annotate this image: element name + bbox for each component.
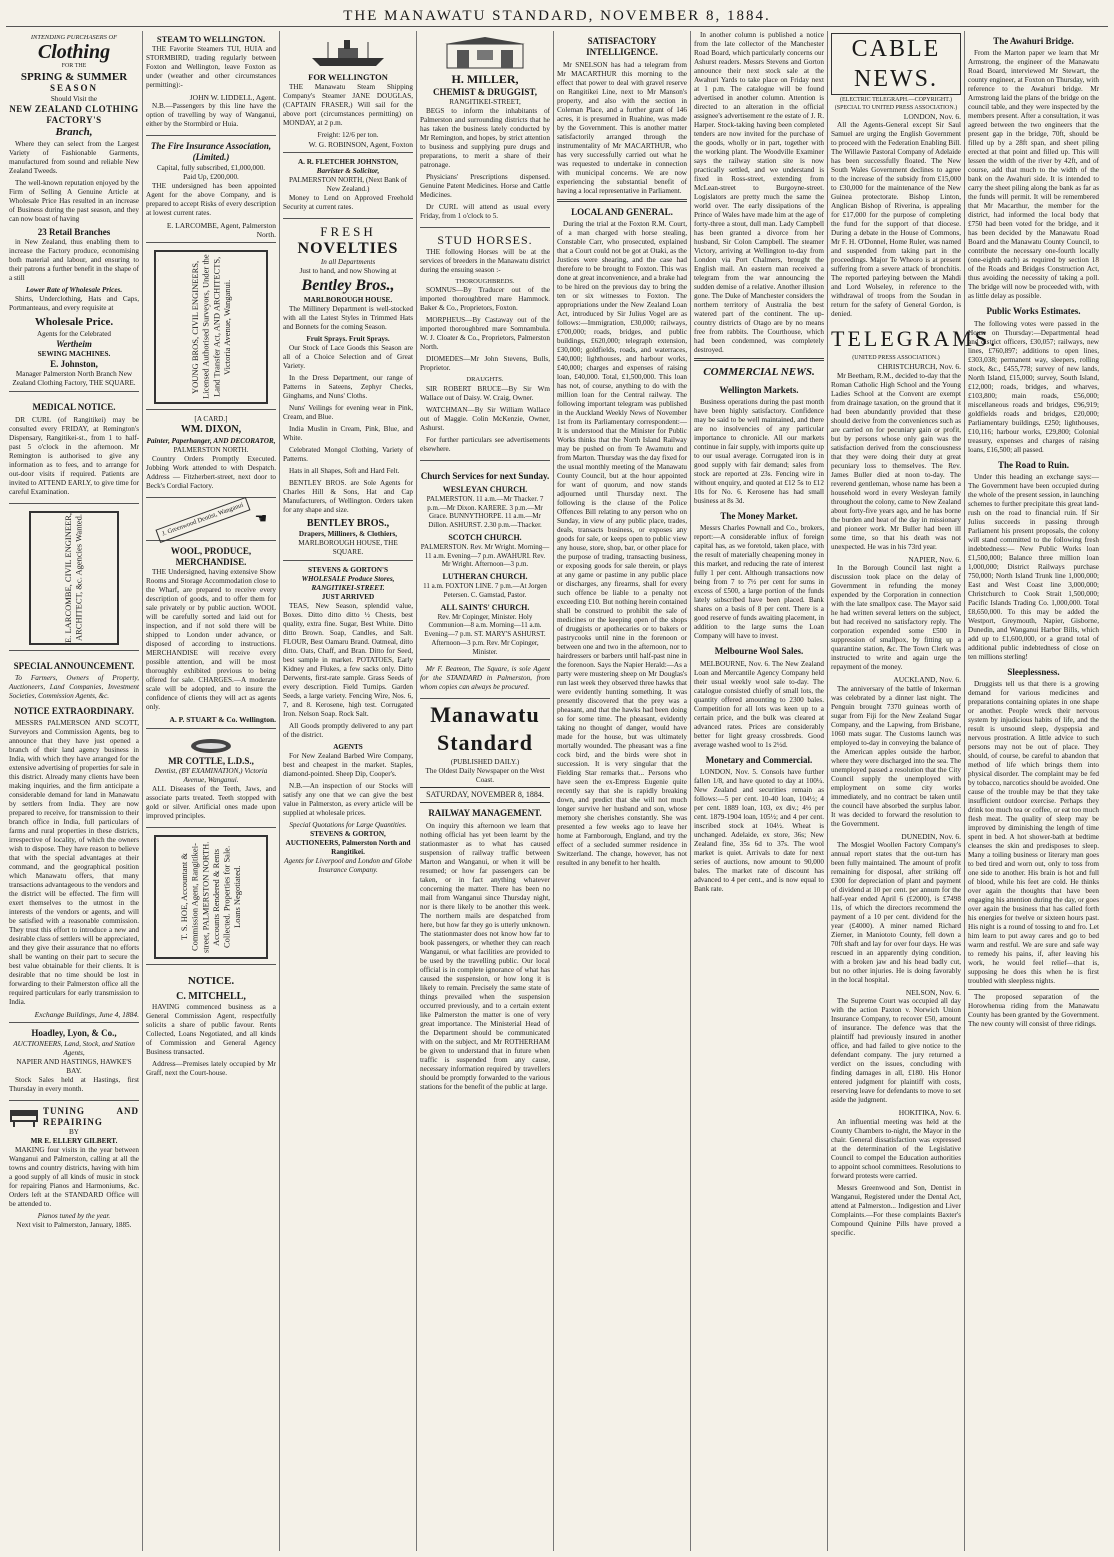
johnston-body: Money to Lend on Approved Freehold Security at current rates. xyxy=(283,194,413,211)
fruit-sprays: Fruit Sprays. Fruit Sprays. xyxy=(306,334,390,343)
railway-heading: RAILWAY MANAGEMENT. xyxy=(428,808,542,819)
column-2 xyxy=(143,31,280,1551)
millinery: The Millinery Department is well-stocked with all the Latest Styles in Trimmed Hats and Bonnets for the coming Season. xyxy=(283,304,413,331)
mitchell-address: Address—Premises lately occupied by Mr Graff, next the Court-house. xyxy=(146,1060,276,1078)
fresh-label: FRESH xyxy=(320,224,376,239)
medical-heading: MEDICAL NOTICE. xyxy=(32,402,116,413)
miller-curl: Dr CURL will attend as usual every Friday, from 1 o'clock to 5. xyxy=(420,203,550,221)
tuning-body: MAKING four visits in the year between Wanganui and Palmerston, calling at all the towns and country districts, having with him a good supply of all kinds of music in stock for repairing Pianos and Harmoniums, &c. Orders left at the STANDARD Office will be attended to. xyxy=(9,1146,139,1209)
stud-heading: STUD HORSES. xyxy=(437,233,533,248)
napier-body: In the Borough Council last night a discussion took place on the delay of Government in refunding the money expended by the Corporation in connection with the late smallpox case. The Mayor said he had written several letters on the subject, but had received no satisfactory reply. The corporation expended some £500 in suppression of smallpox, by fitting up a quarantine station, &c. The Town Clerk was instructed to write and again urge the repayment of the money. xyxy=(831,564,961,672)
cottle-sub: Dentist, (BY EXAMINATION,) Victoria Avenue, Wanganui. xyxy=(154,766,268,784)
ad-branches: 23 Retail Branches xyxy=(37,226,111,237)
ad-wertheim: Wertheim xyxy=(56,338,92,349)
fw-agent: W. G. ROBINSON, Agent, Foxton xyxy=(308,139,413,149)
bentley-agents: BENTLEY BROS. are Sole Agents for Charles Hill & Sons, Hat and Cap Manufacturers, of Wellington. Orders taken for any shape and size. xyxy=(283,478,413,514)
special-announcement xyxy=(9,653,139,1024)
telegrams-sub: (UNITED PRESS ASSOCIATION.) xyxy=(852,354,940,361)
scotch-body: PALMERSTON. Rev. Mr Wright. Morning—11 a.m. Evening—7 p.m. AWAHURI. Rev. Mr Wright. Afternoon—3 p.m. xyxy=(420,542,550,569)
melbourne-wool-body: MELBOURNE, Nov. 6. The New Zealand Loan and Mercantile Agency Company held their usual weekly wool sale to-day. The catalogue consisted chiefly of small lots, the quantity offered amounting to 2300 bales. Competition for all lots was keen up to a certain price, and the bulk was cleared at advanced rates. Prices are considerably better for light greasy crossbreds. Good average washed wool to 1s 2½d. xyxy=(694,659,824,749)
agents-label: AGENTS xyxy=(333,743,363,752)
steam-ad xyxy=(146,31,276,136)
columns xyxy=(6,31,1108,1551)
thoroughbreds-label: THOROUGHBREDS. xyxy=(455,278,515,286)
hoadley-ad xyxy=(9,1025,139,1100)
standard-masthead xyxy=(420,701,550,803)
special-body: To Farmers, Owners of Property, Auctioneers, Land Companies, Investment Societies, Commission Agents, &c. xyxy=(9,673,139,700)
wellington-markets-heading: Wellington Markets. xyxy=(719,384,799,395)
muslin: India Muslin in Cream, Pink, Blue, and White. xyxy=(283,424,413,442)
wesleyan-body: PALMERSTON. 11 a.m.—Mr Thacker. 7 p.m.—Mr Dixon. KARERE. 3 p.m.—Mr Grace. BUNNYTHORPE. 11 a.m.—Mr Dillon. ASHURST. 2.30 p.m.—Thacker. xyxy=(426,494,544,529)
sir-robert: SIR ROBERT BRUCE—By Sir Wm Wallace out of Daisy. W. Craig, Owner. xyxy=(420,384,550,402)
standard-published: (PUBLISHED DAILY.) xyxy=(450,758,520,767)
stud-body: THE following Horses will be at the services of breeders in the Manawatu district during the ensuing season :- xyxy=(420,248,550,275)
dunedin-body: The Mosgiel Woollen Factory Company's annual report states that the out-turn has been fully maintained. The amount of profit remaining for disposal, after striking off £300 for depreciation of plant and payment of dividend at 10 per cent. per annum for the half-year ended April 6 (£2000), is £7498 11s, of which the directors recommend the payment of a 10 per cent. dividend for the year (£4000). A miner named Richard Zierner, in Maniototo County, fell down a 70ft shaft and lay for over four days. He was rescued in an apparently dying condition, with a broken jaw and his head badly cut, but no other injuries. He is doing favorably in the local hospital. xyxy=(831,840,961,984)
money-market-body: Messrs Charles Pownall and Co., brokers, report:—A considerable influx of foreign capital has, as we foretold, taken place, with the result of materially cheapening money in this market, and reducing the rate of interest fully 1 per cent. Although transactions now being from 7 to 7½ per cent for sums in excess of £500, a large portion of the funds lately subscribed have been placed. Bank shares on a basis of 8 per cent. There is a good reserve of funds awaiting placement, in addition to the large sums the Loan Company will have to invest. xyxy=(694,524,824,641)
lutheran-heading: LUTHERAN CHURCH. xyxy=(442,572,528,581)
church-heading: Church Services for next Sunday. xyxy=(420,470,550,481)
stevens-list: TEAS, New Season, splendid value, Boxes. Ditto ditto ditto ½ Chests, best quality, extra fine. Sugar, Best White. Ditto ditto Brown. Soap, Candles, and Salt. FLOUR, Best Oamaru Brand. Oatmeal, ditto ditto. Oats, Chaff, and Bran. Ditto for Seed, best sample in market. POTATOES, Early Kidney and Flukes, a few sacks only. Ditto Derwents, first-rate sample. Grass Seeds of every description. Field Turnips. Garden Seeds, a large variety. Fencing Wire, Nos. 6, 7, and 8. Kerosene, high test. Corrugated Iron. Nelson Soap. Rock Salt. xyxy=(283,602,413,719)
veilings: Nuns' Veilings for evening wear in Pink, Cream, and Blue. xyxy=(283,403,413,421)
larcombe-card xyxy=(9,506,139,651)
bentley-ad xyxy=(283,221,413,561)
telegrams-heading: TELEGRAMS. xyxy=(831,326,999,352)
young-bros-text: YOUNG BROS, CIVIL ENGINEERS, Licensed Authorised Surveyors, Under the Land Transfer Act, AND ARCHITECTS, Victoria Avenue, Wanganui. xyxy=(189,254,232,400)
tuning-next: Next visit to Palmerston, January, 1885. xyxy=(16,1221,132,1230)
greenwood-label: J. Greenwood Dentist, Wanganui xyxy=(155,497,250,543)
railway-body: On inquiry this afternoon we learn that nothing official has yet been learnt by the stationmaster as to what has caused suspension of railway traffic between Marton and Wanganui, or when it will be resumed; or how far passengers can be taken, or in fact anything whatever concerning the matter. There has been no mail from Wanganui since Thursday night, nor is there likely to be another this week. The northern mails are despatched from here, but how far they go is utterly unknown. The stationmaster does not know how far to book passengers, or whether they can reach Wanganui, or what facilities are provided to be used by the travelling public. Our local official is in complete ignorance of what has caused the suspension, or how long it is likely to remain. Precisely the same state of things prevailed when the suspension occurred previously, and to a certain extent like Palmerston the matter is one of very great importance. The Ministerial Head of the Department should be communicated with on the subject, and Mr ROTHERHAM be given to understand that in future when traffic is suspended from any cause, necessary information required by travellers should be promptly forwarded to the various stations for the benefit of the public at large. xyxy=(420,821,550,1091)
stevens-ad xyxy=(283,563,413,878)
bentley-name-2: BENTLEY BROS., xyxy=(306,517,390,529)
hokitika-dateline: HOKITIKA, Nov. 6. xyxy=(898,1108,961,1118)
hats: Hats in all Shapes, Soft and Hard Felt. xyxy=(289,466,400,475)
wellington-markets-body: Business operations during the past month have been highly satisfactory. Confidence may be said to be well maintained, and there are no insolvencies of any particular importance to chronicle. All our markets continue in fair supply, with imports quite up to our usual average. Corrugated iron is in good supply with fair demand; sales from stock are reported at 23s. Fencing wire in without enquiry, and quoted at £12 5s to £12 10s for No. 6. Kerosene has had small business at 8s 3d. xyxy=(694,398,824,505)
monetary-body: LONDON, Nov. 5. Consols have further fallen 1/8, and have quoted to day at 100¼. New Zealand and securities remain as follows:—5 per cent. 10-40 loan, 104½; 4 per cent. 1889 loan, 103, ex div.; 4½ per cent. 1879-1904 loan, 105½; and 4 per cent. inscribed stock at 104½. Wheat is unchanged. Adelaide, ex store, 36s; New Zealand fine, 35s 6d to 37s. The wool market is quiet. Arrivals to date for next series of auctions, now amount to 90,000 bales. The market rate of discount has advanced to 4 per cent., and is now equal to Bank rate. xyxy=(694,767,824,893)
fire-capital: Capital, fully subscribed, £1,000,000. xyxy=(156,163,266,172)
commercial-heading: COMMERCIAL NEWS. xyxy=(703,366,815,378)
wool-signature: A. P. STUART & Co. Wellington. xyxy=(169,715,276,725)
tuning-by: BY xyxy=(69,1128,79,1137)
ad-visit: Should Visit the xyxy=(50,94,98,103)
hoadley-body: Stock Sales held at Hastings, first Thursday in every month. xyxy=(9,1075,139,1093)
tuning-tuned: Pianos tuned by the year. xyxy=(37,1212,111,1221)
cottle-ad xyxy=(146,731,276,828)
allsaints-body: Rev. Mr Copinger, Minister. Holy Communion—8 a.m. Morning—11 a.m. Evening—7 p.m. ST. MARY'S ASHURST. Afternoon—3 p.m. Rev. Mr Copinger, Minister. xyxy=(424,612,546,656)
satisfactory-article xyxy=(557,36,687,196)
steam-nb: N.B.—Passengers by this line have the option of travelling by way of Wanganui, either by the Stormbird or Huia. xyxy=(146,102,276,128)
notice-body: MESSRS PALMERSON AND SCOTT, Surveyors and Commission Agents, beg to announce that they have just opened a branch of their land agency business in India, with which they have arranged for the extensive advertising of properties for sale in this district. Already many clients have been making inquiries, and the firm anticipate a considerable demand for land in Manawatu by settlers from India. They are now prepared to receive, for transmission to their branch office in India, full particulars of farms and rural properties in these districts, irrespective of locality, of which the owners wish to dispose. They have reason to believe that with the special advantages at their command, and the geographical position which Manawatu offers, that many transactions advantageous to the vendors and the district will be effected. The firm will exert themselves to the utmost in the interests of the vendors or agents, and will be satisfied with a reasonable commission. They trust this effort to introduce a new and desirable class of settlers will be appreciated, and they give their assurance that no efforts shall be wanting on their part to secure the best value obtainable for their clients. It is desirable that no time should be lost in forwarding to their Palmerston office all the required particulars for early transmission to India. xyxy=(9,719,139,1007)
money-market-heading: The Money Market. xyxy=(720,511,798,521)
miller-street: RANGITIKEI-STREET, xyxy=(449,98,521,107)
sleeplessness-body: Druggists tell us that there is a growing demand for various medicines and preparations containing opiates in one shape or another. People wreck their nervous system by injudicious habits of life, and the result is unsound sleep, dyspepsia and nervous prostration. A little advice to such persons may not be out of place. They should, of course, be careful to abandon that method of life which brings them into physical disorder. The complaint may be fed by tobacco, narcotics should be avoided. One cause of the trouble may be that they take insufficient outdoor exercise. Perhaps they drink too much tea or coffee, or eat too much flesh meat. The quality of sleep may be improved by diminishing the length of time spent in bed. A hot shower-bath at bedtime cleanses the skin and predisposes to sleep. Many a toiling business or literary man goes to bed tired and worn out, only to toss from one side to another. His brain is hot and full of blood, while his feet are cold. He thinks over again the thoughts that have been engaging his attention during the day, or goes over again the business that has called forth his energies for twelve or sixteen hours past. His night is a round of tossing to and fro. Let him learn to put away cares and go to bed warm and restful. We are sure and safe way to remedy his pains, if, after leaving his work, he would feel relief—that is, supposing he does this when he is first troubled with sleepless nights. xyxy=(968,680,1099,985)
local-body: During the trial at the Foxton R.M. Court, of a man charged with horse stealing, Constable Carr, who prosecuted, explained that a Court could not be got at Otaki, as the Justices were shearing, and the case had therefore to be brought to Foxton. This was done at great inconvenience, and a brake had to be hired on the previous day to bring the ten or six witnesses to Foxton. The appropriations under the New Zealand Loan Act, introduced by Sir Julius Vogel are as follows:—Immigration, £30,000; railways, £700,000; roads, bridges, and public buildings, £620,000; telegraph extension, £30,000; goldfields, roads, and waterraces, £40,000; lighthouses, and harbour works, £40,000; charges and expenses of raising loan, £40,000. Total, £1,500,000. This loan has not, of course, anything to do with the million loan for the Central railway. The following important telegram was published in the Auckland Weekly News of November 1st from its Parliamentary correspondent:—It is understood that the Minister for Public Works thinks that the North Island Railway may be pushed on from Te Awamutu and from Marton. Thursday was the day fixed for the usual monthly meeting of the Manawatu County Council, but at the hour appointed for want of quorum, and now stands adjourned until Thursday next. The following is the clause of the Police Offences Bill relating to any person who on Sunday, in view of any public place, trades, deals, transacts business, or exposes any goods for sale, or keeps open to public view any house, store, shop, bar, or other place for the purpose of trading, transacting business, or exposing goods for sale therein, or plays at any game or pastime in any public place or discharges, any firearms, shall for every such offence be liable to a penalty not exceeding £10. But nothing herein contained shall be construed to prohibit the sale of medicines or the keeping open of the shops of druggists or apothecaries or to bakers or pastrycooks until nine in the forenoon or between one and two in the afternoon, nor to hairdressers or barbers until half-past nine in the forenoon. Says the Napier Herald:—As a party were mustering sheep on Mr Douglas's run last week they observed three hawks that were evidently hunting something. It was presently discovered that the prey was a pheasant, and that the hawks had been doing so for some time. The pheasant, evidently taking no thought of danger, would have made for the house, but was ultimately mortally wounded. The pheasant was a fine cock bird, and the birds were shot in succession. It is very singular that the Fielding Star remarks that... Persons who have seen the ex-Empress Eugenie quite recently say that she is rapidly breaking down, and predict that she will not much longer survive her husband and son, whose memory she cherishes constantly. She was presented a few weeks ago to leave her home at Farnborough, England, and try the effect of a secluded summer residence in Switzerland. The change, however, has not resulted in any benefit to her health. xyxy=(557,219,688,867)
all-departments: In all Departments xyxy=(320,257,376,266)
hoadley-heading: Hoadley, Lyon, & Co., xyxy=(31,1028,117,1039)
shoe-text: T. S. HOE, Accountant & Commission Agent, Rangitikei-street, PALMERSTON NORTH. Accounts Rendered & Rents Collected. Properties for Sale. Loans Negotiated. xyxy=(179,841,243,953)
lead-body: In another column is published a notice from the late collector of the Manchester Road Board, which particularly concerns our Ashurst readers. Messrs Stevens and Gorton announce their next stock sale at the Awahuri Yards to take place on Friday next at 1 p.m. The catalogue will be found advertised in another column. Attention is directed to an alteration in the official assignee's advertisement re the estate of J. R. Harper. Stock-taking having been completed tenders are now invited for the purchase of the goods, wholly or in part, together with the working plant. The Woodville Examiner says the railway station site is now practically settled, and we understand is fixed in Ross-street, extending from McLean-street to Burgoyne-street. Logislators are pretty much the same the world over. The early dissipations of the Prince of Wales have made him at the age of forty-three a stout, dull man. Lady Campbell has been granted a divorce from her husband, Sir Colon Campbell. The steamer Victory, arriving at Wellington to-day from London via Port Chalmers, brought the English mail. An eastern man received a telegram from the war announcing the sudden demise of a relative. Another illusion gone. The Duke of Manchester considers the northern territory of Australia the best watered part of the continent. The up-country districts of Otago are by no means free from rabbits. The Courthouse, which had been condemned, was completely destroyed. xyxy=(694,31,824,354)
standard-oldest: The Oldest Daily Newspaper on the West Coast. xyxy=(425,767,545,785)
beamon-text: Mr F. Beamon, The Square, is sole Agent for the STANDARD in Palmerston, from whom copies can always be procured. xyxy=(420,665,550,692)
wool-heading: WOOL, PRODUCE, MERCHANDISE. xyxy=(170,545,252,567)
draughts-label: DRAUGHTS. xyxy=(466,376,504,384)
ad-wholesale: Wholesale Price. xyxy=(34,316,114,329)
just-to-hand: Just to hand, and now Showing at xyxy=(299,266,397,275)
stevens-sub: WHOLESALE Produce Stores, RANGITIKEI-STREET. xyxy=(301,575,395,593)
larcombe-text: E. LARCOMBE, CIVIL ENGINEER, ARCHITECT, &c. Agencies Wanted. xyxy=(63,512,84,643)
johnston-heading: A. R. FLETCHER JOHNSTON, xyxy=(297,158,399,166)
diomedes: DIOMEDES—Mr John Stevens, Bulls, Proprietor. xyxy=(420,355,550,373)
for-wellington-ad xyxy=(283,31,413,153)
column-7 xyxy=(828,31,999,1551)
drapers: Drapers, Milliners, & Clothiers, xyxy=(298,530,398,539)
wedgwood: Celebrated Mongol Clothing, Variety of Patterns. xyxy=(283,445,413,463)
column-6 xyxy=(691,31,828,1551)
cottle-heading: MR COTTLE, L.D.S., xyxy=(168,755,254,766)
fire-insurance-ad xyxy=(146,138,276,243)
satisfactory-body: Mr SNELSON has had a telegram from Mr MACARTHUR this morning to the effect that power to deal with gravel reserve on Rangitikei Line, next to Mr Manson's property, and also with the section in Coleman Place, and a further grant of 146 acres, it is presumed in Ruahine, was made by the Government. This is another matter satisfactorily arranged through the instrumentality of Mr MACARTHUR, who has very successfully carried out what he was requested to undertake in connection with municipal concerns. We are now experiencing the substantial benefit of having a local representative in Parliament. xyxy=(557,60,687,195)
wool-body: THE Undersigned, having extensive Show Rooms and Storage Accommodation close to the Wharf, are prepared to receive every description of goods, and to offer them for sale privately or by public auction. WOOL will be carefully sorted and laid out for inspection, and if not sold there will be shipped to London under advance, or disposed of according to instructions. MERCHANDISE will receive every possible attention, and will be most thoroughly exhibited previous to being offered for sale. CHARGES.—A moderate scale will be adopted, and to insure the confidence of clients they will act as agents only. xyxy=(146,568,276,712)
column-1 xyxy=(6,31,143,1551)
medical-body: DR CURL (of Rangitikei) may be consulted every FRIDAY, at Remington's Dispensary, Rangitikei-st., from 1 to half-past 5 o'clock in the afternoon. Mr Remington is authorised to give any information as to fees, and to arrange for out-door visits if required. Patients are invited to ATTEND EARLY, to give time for careful Examination. xyxy=(9,415,139,496)
fw-body: THE Manawatu Steam Shipping Company's Steamer JANE DOUGLAS, (CAPTAIN FRASER,) Will sail for the above port (circumstances permitting) on MONDAY, at 2 p.m. xyxy=(283,82,413,127)
dixon-body: Country Orders Promptly Executed. Jobbing Work attended to with Despatch. Address — Fitzherbert-street, next door to Beck's Cordial Factory. xyxy=(146,454,276,490)
greenwood-notice: Messrs Greenwood and Son, Dentist in Wanganui, Registered under the Dental Act, attend at Palmerston... Indigestion and Liver Complaints.—For these complaints Baxter's Compound Quinine Pills have proved a specific. xyxy=(831,1183,961,1237)
scotch-heading: SCOTCH CHURCH. xyxy=(448,532,522,542)
hokitika-body: An influential meeting was held at the County Chambers to-night, the Mayor in the chair. General dissatisfaction was expressed at the determination of the Legislative Council to compel the Education authorities to appoint school committees. Resolutions to forward protests were carried. xyxy=(831,1117,961,1180)
just-arrived: JUST ARRIVED xyxy=(321,593,375,602)
young-bros-box xyxy=(154,250,268,404)
lace: Our Stock of Lace Goods this Season are all of a Choice Selection and of Great Variety. xyxy=(283,343,413,370)
miller-body2: Physicians' Prescriptions dispensed. Genuine Patent Medicines. Horse and Cattle Medicines. xyxy=(420,173,550,200)
marlborough-2: MARLBOROUGH HOUSE, THE SQUARE. xyxy=(298,539,398,557)
steam-body: THE Favorite Steamers TUI, HUIA and STORMBIRD, trading regularly between Foxton and Wellington, leave Foxton as under (weather and other circumstances permitting):- xyxy=(146,44,276,89)
column-3 xyxy=(280,31,417,1551)
dixon-heading: WM. DIXON, xyxy=(180,424,242,436)
railway-article xyxy=(420,808,550,1091)
steamship-icon xyxy=(308,38,388,68)
ad-lower: Lower Rate of Wholesale Prices. xyxy=(25,286,123,295)
miller-body: BEGS to inform the inhabitants of Palmerston and surrounding districts that he has taken the business lately conducted by Mr Remington, and hopes, by strict attention to business and supplying pure drugs and preparations, to merit a share of their patronage. xyxy=(420,107,550,170)
monetary-heading: Monetary and Commercial. xyxy=(705,754,813,765)
cable-body: All the Agents-General except Sir Saul Samuel are urging the English Government to proceed with the Federation Enabling Bill. The Willawie Pastoral Company of Adelaide has been successfully floated. The New South Wales Government declines to agree to the increase of the subsidy from £15,000 to £30,000 for the maintenance of the New Guinea protectorate. Bishop Linton, Anglican Bishop of Riverina, is appealing for £17,000 for the purpose of completing the fund for the support of that diocese. During a debate in the House of Commons, Mr F. H. O'Donnel, Home Ruler, was named and suspended from taking part in the proceedings. Major Te Wheoro is at present suffering from a severe attack of bronchitis. The reported parleying between the Mahdi and Lord Wolseley, in reference to the withdrawal of troops from the Soudan in return for the safety of General Gordon, is denied. xyxy=(831,121,961,319)
ad-branch: Branch, xyxy=(55,126,93,139)
cottle-body: ALL Diseases of the Teeth, Jaws, and associate parts treated. Teeth stopped with gold or silver. Artificial ones made upon improved principles. xyxy=(146,784,276,820)
ad-agents: Agents for the Celebrated xyxy=(36,329,112,338)
wesleyan-heading: WESLEYAN CHURCH. xyxy=(442,484,528,494)
cable-london: LONDON, Nov. 6. xyxy=(903,112,961,121)
allsaints-heading: ALL SAINTS' CHURCH. xyxy=(440,602,530,612)
melbourne-wool-heading: Melbourne Wool Sales. xyxy=(714,646,804,657)
larcombe-box xyxy=(29,511,119,645)
novelties-label: NOVELTIES xyxy=(297,240,399,258)
somnus: SOMNUS—By Traducer out of the imported thoroughbred mare Hammock. Baker & Co., Proprietors, Foxton. xyxy=(420,286,550,313)
wool-ad xyxy=(146,543,276,729)
ad-for: FOR THE xyxy=(61,63,87,70)
ad-reputation: The well-known reputation enjoyed by the Firm of Selling A Genuine Article at Wholesale Price Has resulted in an increase of Business during the past season, and they can now boast of having xyxy=(9,178,139,223)
fire-heading: The Fire Insurance Association, (Limited.) xyxy=(150,141,272,163)
mitchell-ad xyxy=(146,967,276,1084)
fire-agent: E. LARCOMBE, Agent, Palmerston North. xyxy=(166,220,276,239)
dixon-ad xyxy=(146,412,276,498)
awahuri-body: From the Marton paper we learn that Mr Armstrong, the engineer of the Manawatu Road Board, interviewed Mr Stewart, the county engineer, at Foxton on Thursday, with reference to the Awahuri bridge. Mr Armstrong laid the plans of the bridge on the council table, and they were inspected by the members present. After a consultation, it was agreed between the two engineers that the present gap in the bridge, 70ft, should be filled up by a 28ft span, and sheet piling erected at that point and filled up. This will lessen the width of the river by 42ft, and of course, add that much to the width of the bank on the Awahuri side. It is intended to carry the sheet piling along the bank as far as the funds will permit. It will be remembered that Mr Macarthur, the member for the district, had informed the local body that £750 had been voted for the bridge, and it has been decided by the Manawatu Road Board and the Manawatu County Council, to contribute the necessary one-fourth locally (one-eighth each) as required by section 18 of the Roads and Bridges Construction Act, thus avoiding the necessity of taking a poll. The bridge will now be proceeded with, with as little delay as possible. xyxy=(968,49,1099,301)
watchman: WATCHMAN—By Sir William Wallace out of Maggie. Colin McKenzie, Owner, Ashurst. xyxy=(420,405,550,432)
cable-news-heading: CABLE NEWS. xyxy=(831,33,961,95)
notice-address: Exchange Buildings, June 4, 1884. xyxy=(34,1010,139,1020)
auckland-body: The anniversary of the battle of Inkerman was celebrated by a dinner last night. The Penguin brought 7370 guineas worth of sugar from Fiji for the New Zealand Sugar Company, and the Lapwing, from Brisbane, 1060 mats sugar. The Customs launch was employed to-day in conveying the balance of the American apples outside the harbor, where they were discharged into the sea. The unemployed passed a resolution that the City Council supply the unemployed with employment on some city works immediately, and no contract be taken until the council have absorbed the surplus labor. It was decided to forward the resolution to the Government. xyxy=(831,684,961,828)
pointing-hand-icon: ☚ xyxy=(254,512,268,527)
column-8 xyxy=(965,31,1102,1551)
miller-sub: CHEMIST & DRUGGIST, xyxy=(433,87,537,97)
steam-heading: STEAM TO WELLINGTON. xyxy=(156,34,266,44)
church-services xyxy=(420,463,550,661)
hoadley-sub: AUCTIONEERS, Land, Stock, and Station Agents, xyxy=(13,1039,135,1057)
awahuri-heading: The Awahuri Bridge. xyxy=(993,36,1074,46)
card-label: [A CARD.] xyxy=(194,415,228,424)
young-bros-card xyxy=(146,245,276,410)
public-works-body: The following votes were passed in the House on Thursday:—Departmental head and district officers, £30,057; railways, new lines, £760,897; additions to open lines, £303,038; permanent way, sleepers, rolling stock, &c., £455,778; survey of new lands, North Island, £15,000; survey, South Island, £12,000; roads, bridges, and wharves, £103,800; main roads, £56,000; miscellaneous roads and bridges, £96,919; goldfields roads and bridges, £20,000; Parliamentary buildings, £250; lighthouses, £10,116; harbour works, £29,800; Colonial treasury, expenses and charges of raising loans, £16,500; all passed. xyxy=(968,319,1099,454)
fw-freight: Freight: 12/6 per ton. xyxy=(317,130,379,139)
napier-dateline: NAPIER, Nov. 6. xyxy=(908,554,961,564)
pharmacy-shop-icon xyxy=(443,36,527,70)
beamon-notice xyxy=(420,662,550,699)
public-works-heading: Public Works Estimates. xyxy=(986,306,1081,317)
special-quotations: Special Quotations for Large Quantities. xyxy=(289,821,407,830)
masthead: THE MANAWATU STANDARD, NOVEMBER 8, 1884. xyxy=(6,6,1108,27)
johnston-place: PALMERSTON NORTH, (Next Bank of New Zealand.) xyxy=(289,176,407,193)
column-5 xyxy=(554,31,691,1551)
nelson-dateline: NELSON, Nov. 6. xyxy=(905,987,961,997)
standard-title: Manawatu Standard xyxy=(430,702,540,755)
road-to-ruin-heading: The Road to Ruin. xyxy=(997,459,1069,470)
local-heading: LOCAL AND GENERAL. xyxy=(571,206,673,217)
sleeplessness-heading: Sleeplessness. xyxy=(1007,666,1060,677)
ad-season: SPRING & SUMMER xyxy=(20,70,128,83)
ad-season2: SEASON xyxy=(49,83,98,94)
tuning-name: MR E. ELLERY GILBERT. xyxy=(30,1137,118,1146)
issue-date: SATURDAY, NOVEMBER 8, 1884. xyxy=(420,787,550,803)
hoadley-place: NAPIER AND HASTINGS, HAWKE'S BAY. xyxy=(16,1057,132,1075)
notice-heading: NOTICE EXTRAORDINARY. xyxy=(14,705,134,716)
stud-horses-ad xyxy=(420,230,550,460)
ad-manager-body: Manager Palmerston North Branch New Zealand Clothing Factory, THE SQUARE. xyxy=(12,370,136,388)
ad-factory: NEW ZEALAND CLOTHING FACTORY'S xyxy=(9,103,139,125)
dixon-place: PALMERSTON NORTH. xyxy=(173,445,249,454)
road-to-ruin-body: Under this heading an exchange says:—The Government have been occupied during the whole of the present session, in launching schemes to further precipitate this great land-rush on the road to financial ruin. If Sir Julius succeeds in passing through Parliament his present proposals, the colony will stand committed to the following fresh indebtedness:— New Public Works loan £1,500,000; Balance three million loan 1,000,000; District Railways purchase 750,000; North Island Trunk line 1,000,000; East and West Coast line 3,000,000; Christchurch to Cook Strait 1,500,000; Pacific Islands Trading Co. 1,000,000. Total £8,650,000. To this may be added the Westport, Greymouth, Napier, Gisborne, Dunedin, and Wanganui Harbor Bills, which add up to £1,600,000, or a grand total of additional public indebtedness of close on ten millions sterling! xyxy=(968,472,1099,661)
fw-heading: FOR WELLINGTON xyxy=(308,72,388,82)
tuning-heading: TUNING AND REPAIRING xyxy=(43,1105,139,1127)
ad-manager: E. Johnston, xyxy=(50,359,98,370)
satisfactory-heading: SATISFACTORY INTELLIGENCE. xyxy=(586,36,658,58)
clothing-factory-ad xyxy=(9,31,139,392)
medical-notice xyxy=(9,394,139,503)
ad-title: Clothing xyxy=(37,41,111,64)
notice-heading: NOTICE. xyxy=(187,974,235,987)
steam-agent: JOHN W. LIDDELL, Agent. xyxy=(189,92,276,102)
fire-paid: Paid Up, £200,000. xyxy=(183,172,239,181)
stevens-heading: STEVENS & GORTON'S xyxy=(308,566,388,575)
stevens-auctioneers: STEVENS & GORTON, AUCTIONEERS, Palmerston North and Rangitikei. xyxy=(285,830,411,857)
stevens-nb: N.B.—An inspection of our Stocks will satisfy any one that we can give the best value in Palmerston, as every article will be supplied at wholesale prices. xyxy=(283,782,413,818)
mitchell-heading: C. MITCHELL, xyxy=(176,990,246,1002)
auckland-dateline: AUCKLAND, Nov. 6. xyxy=(893,675,961,685)
local-general xyxy=(557,207,687,868)
barbed-wire: For New Zealand Barbed Wire Company, best and cheapest in the market. Staples, diamond-pointed. Sheep Dip, Cooper's. xyxy=(283,752,413,779)
dunedin-dateline: DUNEDIN, Nov. 6. xyxy=(901,831,961,841)
tuning-ad xyxy=(9,1103,139,1234)
stevens-agents: Agents for Liverpool and London and Globe Insurance Company. xyxy=(284,857,412,875)
miller-ad xyxy=(420,31,550,228)
johnston-sub: Barrister & Solicitor, xyxy=(316,167,380,175)
shoe-box xyxy=(154,835,268,959)
ad-body2: in New Zealand, thus enabling them to increase the Factory produce, economising both material and labour, and ensuring to their patrons a further benefit in the shape of a still xyxy=(9,238,139,283)
piano-icon xyxy=(9,1106,39,1128)
marlborough: MARLBOROUGH HOUSE. xyxy=(303,295,393,304)
ad-intro: INTENDING PURCHASERS OF xyxy=(30,34,118,41)
johnston-ad xyxy=(283,155,413,219)
stud-note: For further particulars see advertisements elsewhere. xyxy=(420,435,550,453)
stevens-delivery: All Goods promptly delivered to any part of the district. xyxy=(283,722,413,740)
denture-icon xyxy=(189,736,233,754)
ad-sewing: SEWING MACHINES. xyxy=(37,350,111,359)
shoe-card xyxy=(146,830,276,965)
christchurch-dateline: CHRISTCHURCH, Nov. 6. xyxy=(877,362,961,372)
dress: In the Dress Department, our range of Patterns in Sateens, Zephyr Checks, Ginghams, and Nuns' Cloths. xyxy=(283,373,413,400)
ad-list: Shirts, Underclothing, Hats and Caps, Portmanteaus, and every requisite at xyxy=(9,295,139,313)
lutheran-body: 11 a.m. FOXTON LINE. 7 p.m.—At Jorgen Petersen. C. Gamstad, Pastor. xyxy=(423,582,547,599)
mitchell-body: HAVING commenced business as a General Commission Agent, respectfully solicits a share of public favour. Rents Collected, Loans Negotiated, and all kinds of Commission and General Agency Business transacted. xyxy=(146,1003,276,1057)
cable-sub: (ELECTRIC TELEGRAPH.—COPYRIGHT.) (SPECIAL TO UNITED PRESS ASSOCIATION.) xyxy=(834,97,958,111)
greenwood-card xyxy=(146,500,276,541)
morpheus: MORPHEUS—By Castaway out of the imported thoroughbred mare Somnambula. W. J. Cloater & Co., Proprietors, Palmerston North. xyxy=(420,316,550,352)
miller-heading: H. MILLER, xyxy=(451,72,519,86)
nelson-body: The Supreme Court was occupied all day with the action Paxton v. Norwich Union Insurance Company, to recover £50, amount of insurance. The defence was that the plaintiff had previously insured in another office, and had failed to give notice to the defendant company. The jury returned a verdict on the issues, concluding with finding damages in all, £180. His Honor entered judgment for plaintiff with costs, reserving leave for defendants to move to set aside the judgment. xyxy=(831,997,961,1105)
bentley-name: Bentley Bros., xyxy=(301,276,395,294)
column-4 xyxy=(417,31,554,1551)
telegrams-body: Mr Beetham, R.M., decided to-day that the Roman Catholic High School and the Young Ladies School at the Convent are exempt from drainage taxation, on the ground that it had been abundantly provided that these should derive from the conveniences such as are carried on for pecuniary gain or profit, but by persons whose only gain was the satisfaction derived from the consciousness that they were doing their duty at great pecuniary loss to themselves. The Rev. James Buller died at noon to-day. The reverend gentleman, whose name has been a household word in every Wesleyan family throughout the colony, came to New Zealand about forty-five years ago, and he has borne the burden and heat of the day in missionary and pioneer work. Mr Buller had been ill some time, so that his death was not unexpected. He was in his 73rd year. xyxy=(831,371,961,551)
dixon-sub: Painter, Paperhanger, AND DECORATOR, xyxy=(146,436,276,445)
separation-notice: The proposed separation of the Horowhenua riding from the Manawatu County has been granted by the Government. The new county will consist of three ridings. xyxy=(968,993,1099,1028)
fire-body: THE undersigned has been appointed Agent for the above Company, and is prepared to accept Risks of every description at lowest current rates. xyxy=(146,181,276,217)
special-heading: SPECIAL ANNOUNCEMENT. xyxy=(13,660,135,671)
ad-body: Where they can select from the Largest Variety of Fashionable Garments, manufactured from sound and reliable New Zealand Tweeds. xyxy=(9,139,139,175)
